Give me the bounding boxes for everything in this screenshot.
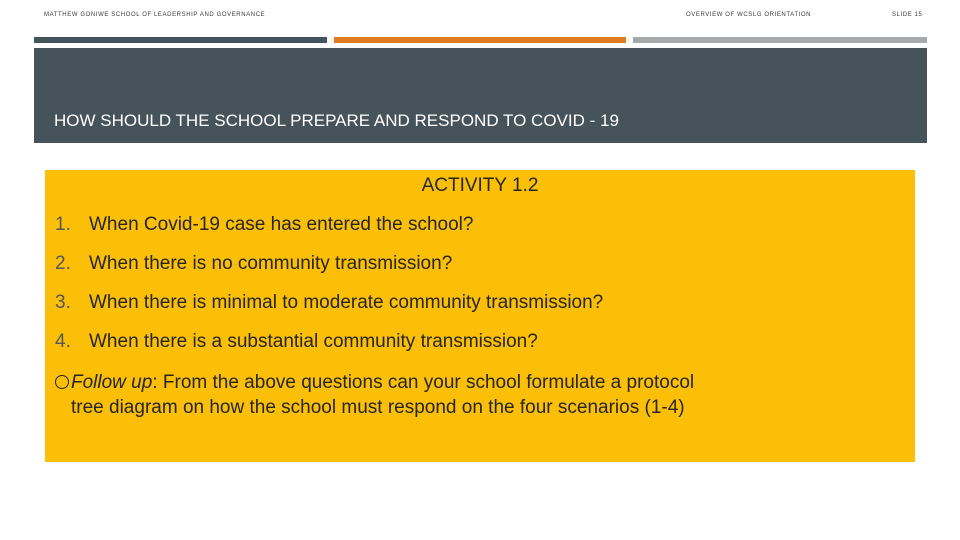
follow-up-label: Follow up [71,372,153,393]
activity-box [45,170,915,462]
list-item [55,214,473,236]
follow-up-paragraph [55,370,905,420]
list-item [55,331,538,353]
slide-title: HOW SHOULD THE SCHOOL PREPARE AND RESPOND TO COVID - 19 [54,111,619,130]
title-band [34,48,927,143]
list-item-number: 2. [55,253,71,274]
slide-number: SLIDE 15 [892,12,923,18]
list-item-text: When there is a substantial community transmission? [89,331,538,352]
accent-bar-dark [34,37,327,43]
accent-bar-gray [633,37,927,43]
follow-up-line-1: : From the above questions can your school formulate a protocol [152,372,695,393]
list-item-number: 1. [55,214,71,235]
list-item [55,292,603,314]
list-item-text: When there is minimal to moderate community transmission? [89,292,604,313]
follow-up-line-2: tree diagram on how the school must respond on the four scenarios (1-4) [71,397,685,418]
list-item [55,253,452,275]
list-item-text: When there is no community transmission? [89,253,453,274]
activity-heading: ACTIVITY 1.2 [421,175,539,196]
list-item-number: 4. [55,331,71,352]
header-organization: MATTHEW GONIWE SCHOOL OF LEADERSHIP AND GOVERNANCE [44,12,266,18]
accent-bar-orange [334,37,626,43]
hollow-circle-icon [55,375,69,389]
list-item-text: When Covid-19 case has entered the school? [89,214,474,235]
list-item-number: 3. [55,292,71,313]
header-section: OVERVIEW OF WCSLG ORIENTATION [686,12,812,18]
